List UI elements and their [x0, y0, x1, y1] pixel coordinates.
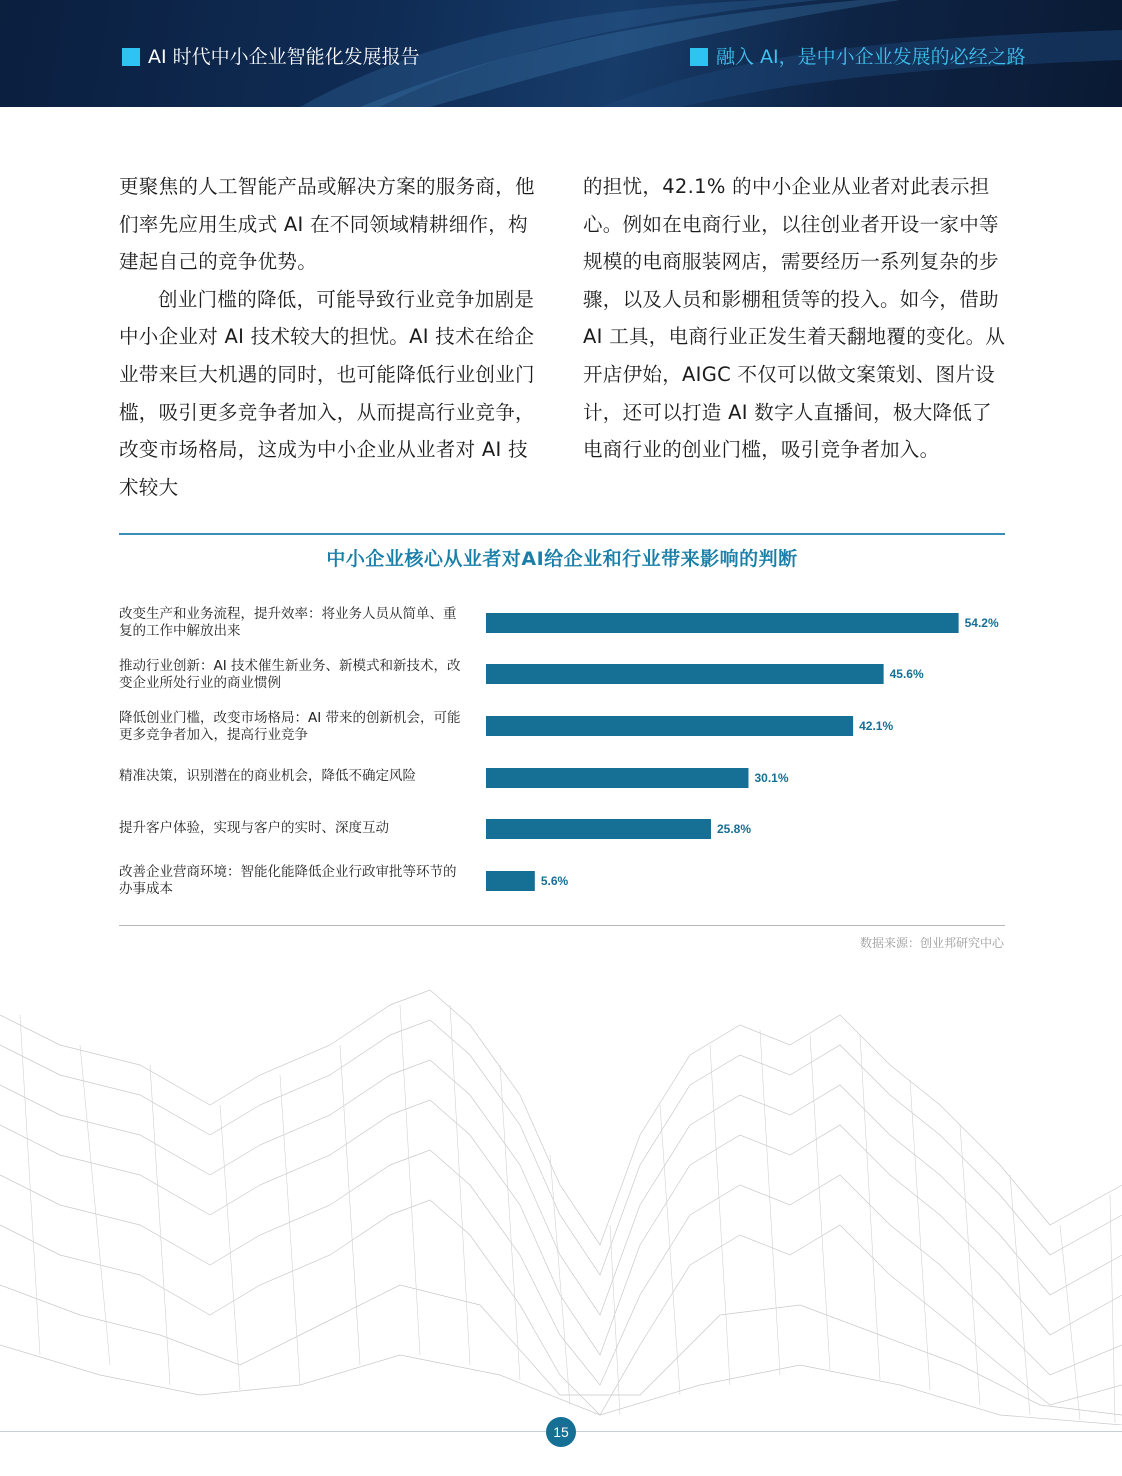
- category-label: 推动行业创新：AI 技术催生新业务、新模式和新技术，改变企业所处行业的商业惯例: [119, 658, 461, 691]
- bar: [486, 871, 535, 891]
- chart-bottom-rule: [119, 925, 1005, 926]
- bar-value-label: 5.6%: [540, 874, 569, 888]
- category-label: 改善企业营商环境：智能化能降低企业行政审批等环节的办事成本: [119, 864, 457, 897]
- bar: [486, 819, 711, 839]
- bar-value-label: 30.1%: [754, 771, 789, 785]
- data-source-note: 数据来源：创业邦研究中心: [859, 936, 1004, 950]
- bar-value-label: 54.2%: [964, 616, 999, 630]
- paragraph: 创业门槛的降低，可能导致行业竞争加剧是中小企业对 AI 技术较大的担忧。AI 技术在给企业带来巨大机遇的同时，也可能降低行业创业门槛，吸引更多竞争者加入，从而提高行业竞争，改变市场格局，这成为中小企业从业者对 AI 技术较大: [119, 287, 535, 499]
- bar-value-label: 25.8%: [716, 822, 752, 836]
- category-label: 精准决策，识别潜在的商业机会，降低不确定风险: [119, 768, 416, 784]
- header-left-text: AI 时代中小企业智能化发展报告: [148, 46, 420, 68]
- category-label: 提升客户体验，实现与客户的实时、深度互动: [119, 820, 389, 836]
- page-number-badge: 15: [546, 1417, 576, 1447]
- bar: [486, 768, 748, 788]
- bar-value-label: 42.1%: [859, 719, 894, 733]
- header-right-text: 融入 AI，是中小企业发展的必经之路: [716, 46, 1026, 68]
- bar-value-label: 45.6%: [889, 667, 924, 681]
- paragraph: 更聚焦的人工智能产品或解决方案的服务商，他们率先应用生成式 AI 在不同领域精耕细作，构建起自己的竞争优势。: [119, 175, 535, 274]
- bar: [486, 716, 853, 736]
- wireframe-mountains-decoration: [0, 985, 1122, 1425]
- category-label: 改变生产和业务流程，提升效率：将业务人员从简单、重复的工作中解放出来: [119, 606, 457, 639]
- bar: [486, 613, 959, 633]
- paragraph: 的担忧，42.1% 的中小企业从业者对此表示担心。例如在电商行业，以往创业者开设一家中等规模的电商服装网店，需要经历一系列复杂的步骤，以及人员和影棚租赁等的投入。如今，借助 AI 工具，电商行业正发生着天翻地覆的变化。从开店伊始，AIGC 不仅可以做文案策划、图片设计，还可以打造 AI 数字人直播间，极大降低了电商行业的创业门槛，吸引竞争者加入。: [583, 175, 1006, 462]
- chart-title: 中小企业核心从业者对AI给企业和行业带来影响的判断: [326, 548, 798, 570]
- category-label: 降低创业门槛，改变市场格局：AI 带来的创新机会，可能更多竞争者加入，提高行业竞争: [119, 710, 461, 743]
- bar: [486, 664, 884, 684]
